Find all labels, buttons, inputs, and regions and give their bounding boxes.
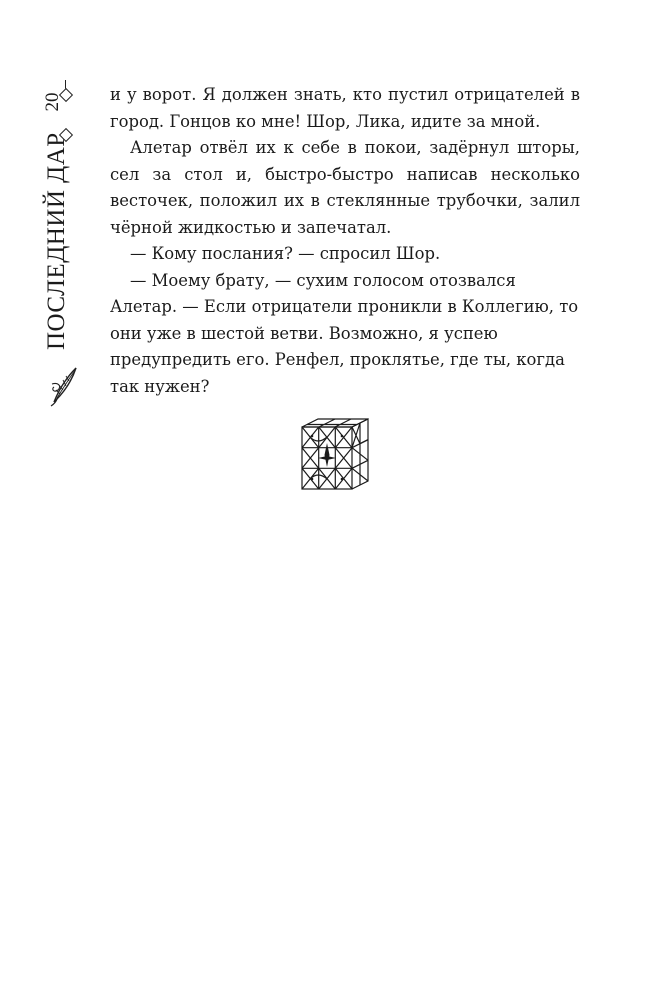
book-title: ПОСЛЕДНИЙ ДАР (43, 132, 70, 350)
paragraph: и у ворот. Я должен знать, кто пустил отрицателей в город. Гонцов ко мне! Шор, Лика, идите за мной. (110, 85, 580, 131)
body-text (110, 82, 580, 400)
cube-ornament-icon (298, 415, 372, 493)
running-head (30, 80, 76, 420)
paragraph: — Моему брату, — сухим голосом отозвался Алетар. — Если отрицатели проникли в Коллегию, то они уже в шестой ветви. Возможно, я успею предупредить его. Ренфел, проклятье, где ты, когда так нужен? (110, 270, 579, 396)
paragraph: Алетар отвёл их к себе в покои, задёрнул шторы, сел за стол и, быстро-быстро написав несколько весточек, положил их в стеклянные трубочки, залил чёрной жидкостью и запечатал. (110, 138, 580, 237)
page-number: 20 (42, 92, 63, 112)
paragraph: — Кому послания? — спросил Шор. (130, 244, 441, 263)
feather-icon (48, 362, 82, 408)
